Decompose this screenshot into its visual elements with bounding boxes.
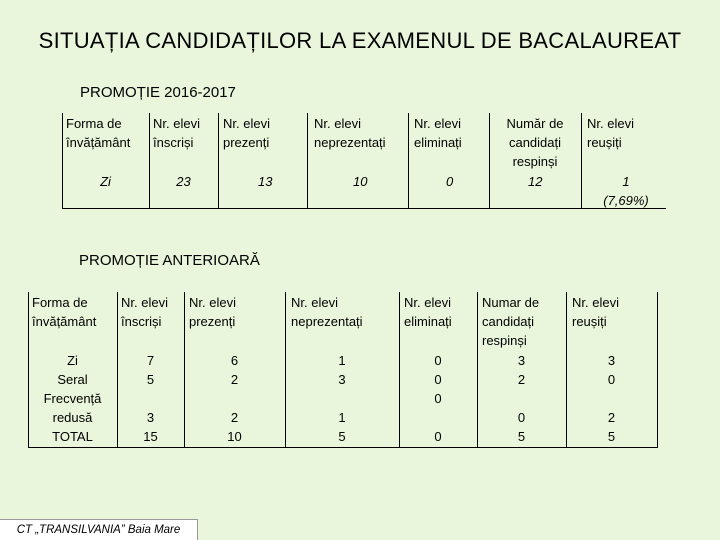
header-inscrisi: Nr. elevi înscriși	[121, 295, 168, 329]
row-label-redusa: redusă	[52, 410, 93, 425]
header-prezenti: Nr. elevi prezenți	[223, 116, 270, 150]
cell-eliminati: 0	[446, 174, 454, 189]
reusiti-column: 3 0 2 5	[607, 353, 616, 444]
header-eliminati: Nr. elevi eliminați	[404, 295, 452, 329]
cell-forma: Zi	[100, 174, 111, 189]
header-forma: Forma de învățământ	[66, 116, 131, 150]
cell-prezenti: 13	[258, 174, 273, 189]
neprezentati-column: 1 3 1 5	[338, 353, 346, 444]
header-neprezentati: Nr. elevi neprezentați	[314, 116, 386, 150]
row-label-frecventa: Frecvență	[43, 391, 102, 406]
header-respinsi: Număr de candidați respinși	[506, 116, 564, 169]
eliminati-column: 0 0 0 0	[434, 353, 442, 444]
header-respinsi: Numar de candidați respinși	[482, 295, 540, 348]
row-label-total: TOTAL	[52, 429, 93, 444]
forms-column	[28, 351, 117, 446]
prezenti-column: 6 2 2 10	[227, 353, 242, 444]
respinsi-column: 3 2 0 5	[517, 353, 526, 444]
cell-inscrisi: 23	[176, 174, 191, 189]
cell-respinsi: 12	[528, 174, 543, 189]
header-prezenti: Nr. elevi prezenți	[189, 295, 236, 329]
header-neprezentati: Nr. elevi neprezentați	[291, 295, 363, 329]
row-label-seral: Seral	[57, 372, 88, 387]
inscrisi-column: 7 5 3 15	[143, 353, 158, 444]
row-label-zi: Zi	[67, 353, 78, 368]
header-eliminati: Nr. elevi eliminați	[414, 116, 462, 150]
footer-school-name: CT „TRANSILVANIA” Baia Mare	[0, 519, 198, 540]
cell-neprezentati: 10	[353, 174, 368, 189]
header-reusiti: Nr. elevi reușiți	[572, 295, 619, 329]
header-inscrisi: Nr. elevi înscriși	[153, 116, 200, 150]
page-title: SITUAȚIA CANDIDAȚILOR LA EXAMENUL DE BACALAUREAT	[38, 28, 682, 53]
header-reusiti: Nr. elevi reușiți	[587, 116, 634, 150]
section-title-previous: PROMOȚIE ANTERIOARĂ	[79, 252, 260, 269]
cell-reusiti: 1 (7,69%)	[603, 174, 649, 208]
section-title-current: PROMOȚIE 2016-2017	[80, 84, 236, 101]
header-forma: Forma de învățământ	[32, 295, 97, 329]
